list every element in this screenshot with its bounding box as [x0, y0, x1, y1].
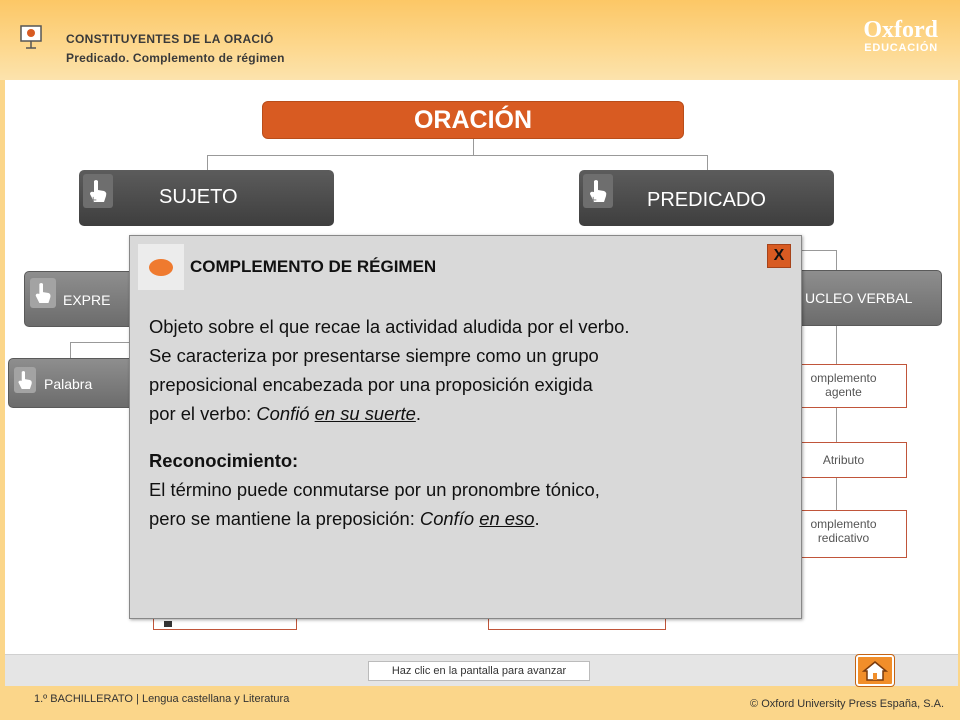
- home-button[interactable]: [856, 655, 894, 686]
- connector-line: [207, 155, 208, 171]
- bullet-icon: [138, 244, 184, 290]
- hand-pointer-icon: [164, 621, 172, 627]
- oracion-node[interactable]: ORACIÓN: [262, 101, 684, 139]
- popup-text-line: Objeto sobre el que recae la actividad aludida por el verbo.: [149, 316, 630, 337]
- popup-text-line: [149, 399, 789, 428]
- popup-body: [149, 312, 789, 533]
- svg-text:+: +: [589, 195, 598, 204]
- hand-pointer-icon: [14, 367, 36, 393]
- connector-line: [798, 250, 836, 251]
- connector-line: [836, 408, 837, 442]
- connector-line: [707, 155, 708, 171]
- close-icon[interactable]: X: [767, 244, 791, 268]
- presenter-icon: [18, 24, 44, 50]
- example-verb: Confió: [256, 403, 315, 424]
- hand-pointer-icon: [83, 174, 113, 208]
- hand-pointer-icon: [583, 174, 613, 208]
- connector-line: [836, 478, 837, 510]
- nucleo-verbal-button[interactable]: [780, 270, 942, 326]
- text-fragment: .: [534, 508, 540, 529]
- nucleo-verbal-label: UCLEO VERBAL: [805, 290, 913, 306]
- oxford-logo: Oxford EDUCACIÓN: [863, 17, 938, 54]
- example-complement: en su suerte: [314, 403, 416, 424]
- text-fragment: .: [415, 403, 421, 424]
- text-fragment: por el verbo:: [149, 403, 257, 424]
- popup-text-line: Se caracteriza por presentarse siempre como un grupo: [149, 345, 599, 366]
- palabra-button[interactable]: [8, 358, 140, 408]
- course-label: 1.º BACHILLERATO | Lengua castellana y Literatura: [34, 693, 290, 705]
- unit-subtitle: Predicado. Complemento de régimen: [66, 51, 285, 65]
- info-popup: [129, 235, 802, 619]
- text-fragment: pero se mantiene la preposición:: [149, 508, 420, 529]
- connector-line: [207, 155, 708, 156]
- sujeto-label: SUJETO: [159, 186, 238, 208]
- predicado-button[interactable]: [579, 170, 834, 226]
- svg-text:+: +: [89, 195, 98, 204]
- popup-text-line: preposicional encabezada por una proposición exigida: [149, 374, 593, 395]
- popup-title: COMPLEMENTO DE RÉGIMEN: [190, 257, 437, 276]
- reconocimiento-heading: Reconocimiento:: [149, 450, 299, 471]
- box-label: Atributo: [822, 453, 865, 467]
- unit-title: CONSTITUYENTES DE LA ORACIÓ: [66, 32, 274, 46]
- sujeto-button[interactable]: [79, 170, 334, 226]
- header-bar: [0, 0, 960, 80]
- copyright: © Oxford University Press España, S.A.: [750, 698, 944, 710]
- example-complement: en eso: [479, 508, 535, 529]
- predicado-label: PREDICADO: [647, 189, 766, 211]
- connector-line: [836, 250, 837, 270]
- popup-text-line: El término puede conmutarse por un pronombre tónico,: [149, 479, 600, 500]
- hand-pointer-icon: [30, 278, 56, 308]
- box-label: omplemento: [810, 371, 877, 385]
- advance-hint[interactable]: Haz clic en la pantalla para avanzar: [368, 661, 590, 681]
- popup-text-line: [149, 504, 789, 533]
- connector-line: [836, 326, 837, 364]
- box-label: agente: [825, 385, 862, 399]
- box-label: omplemento: [810, 517, 877, 531]
- expresion-label: EXPRE: [63, 292, 111, 308]
- example-verb: Confío: [419, 508, 480, 529]
- connector-line: [473, 139, 474, 155]
- connector-line: [70, 342, 71, 358]
- expresion-button[interactable]: [24, 271, 144, 327]
- palabra-label: Palabra: [44, 376, 93, 392]
- box-label: redicativo: [817, 531, 870, 545]
- home-icon: [862, 660, 888, 682]
